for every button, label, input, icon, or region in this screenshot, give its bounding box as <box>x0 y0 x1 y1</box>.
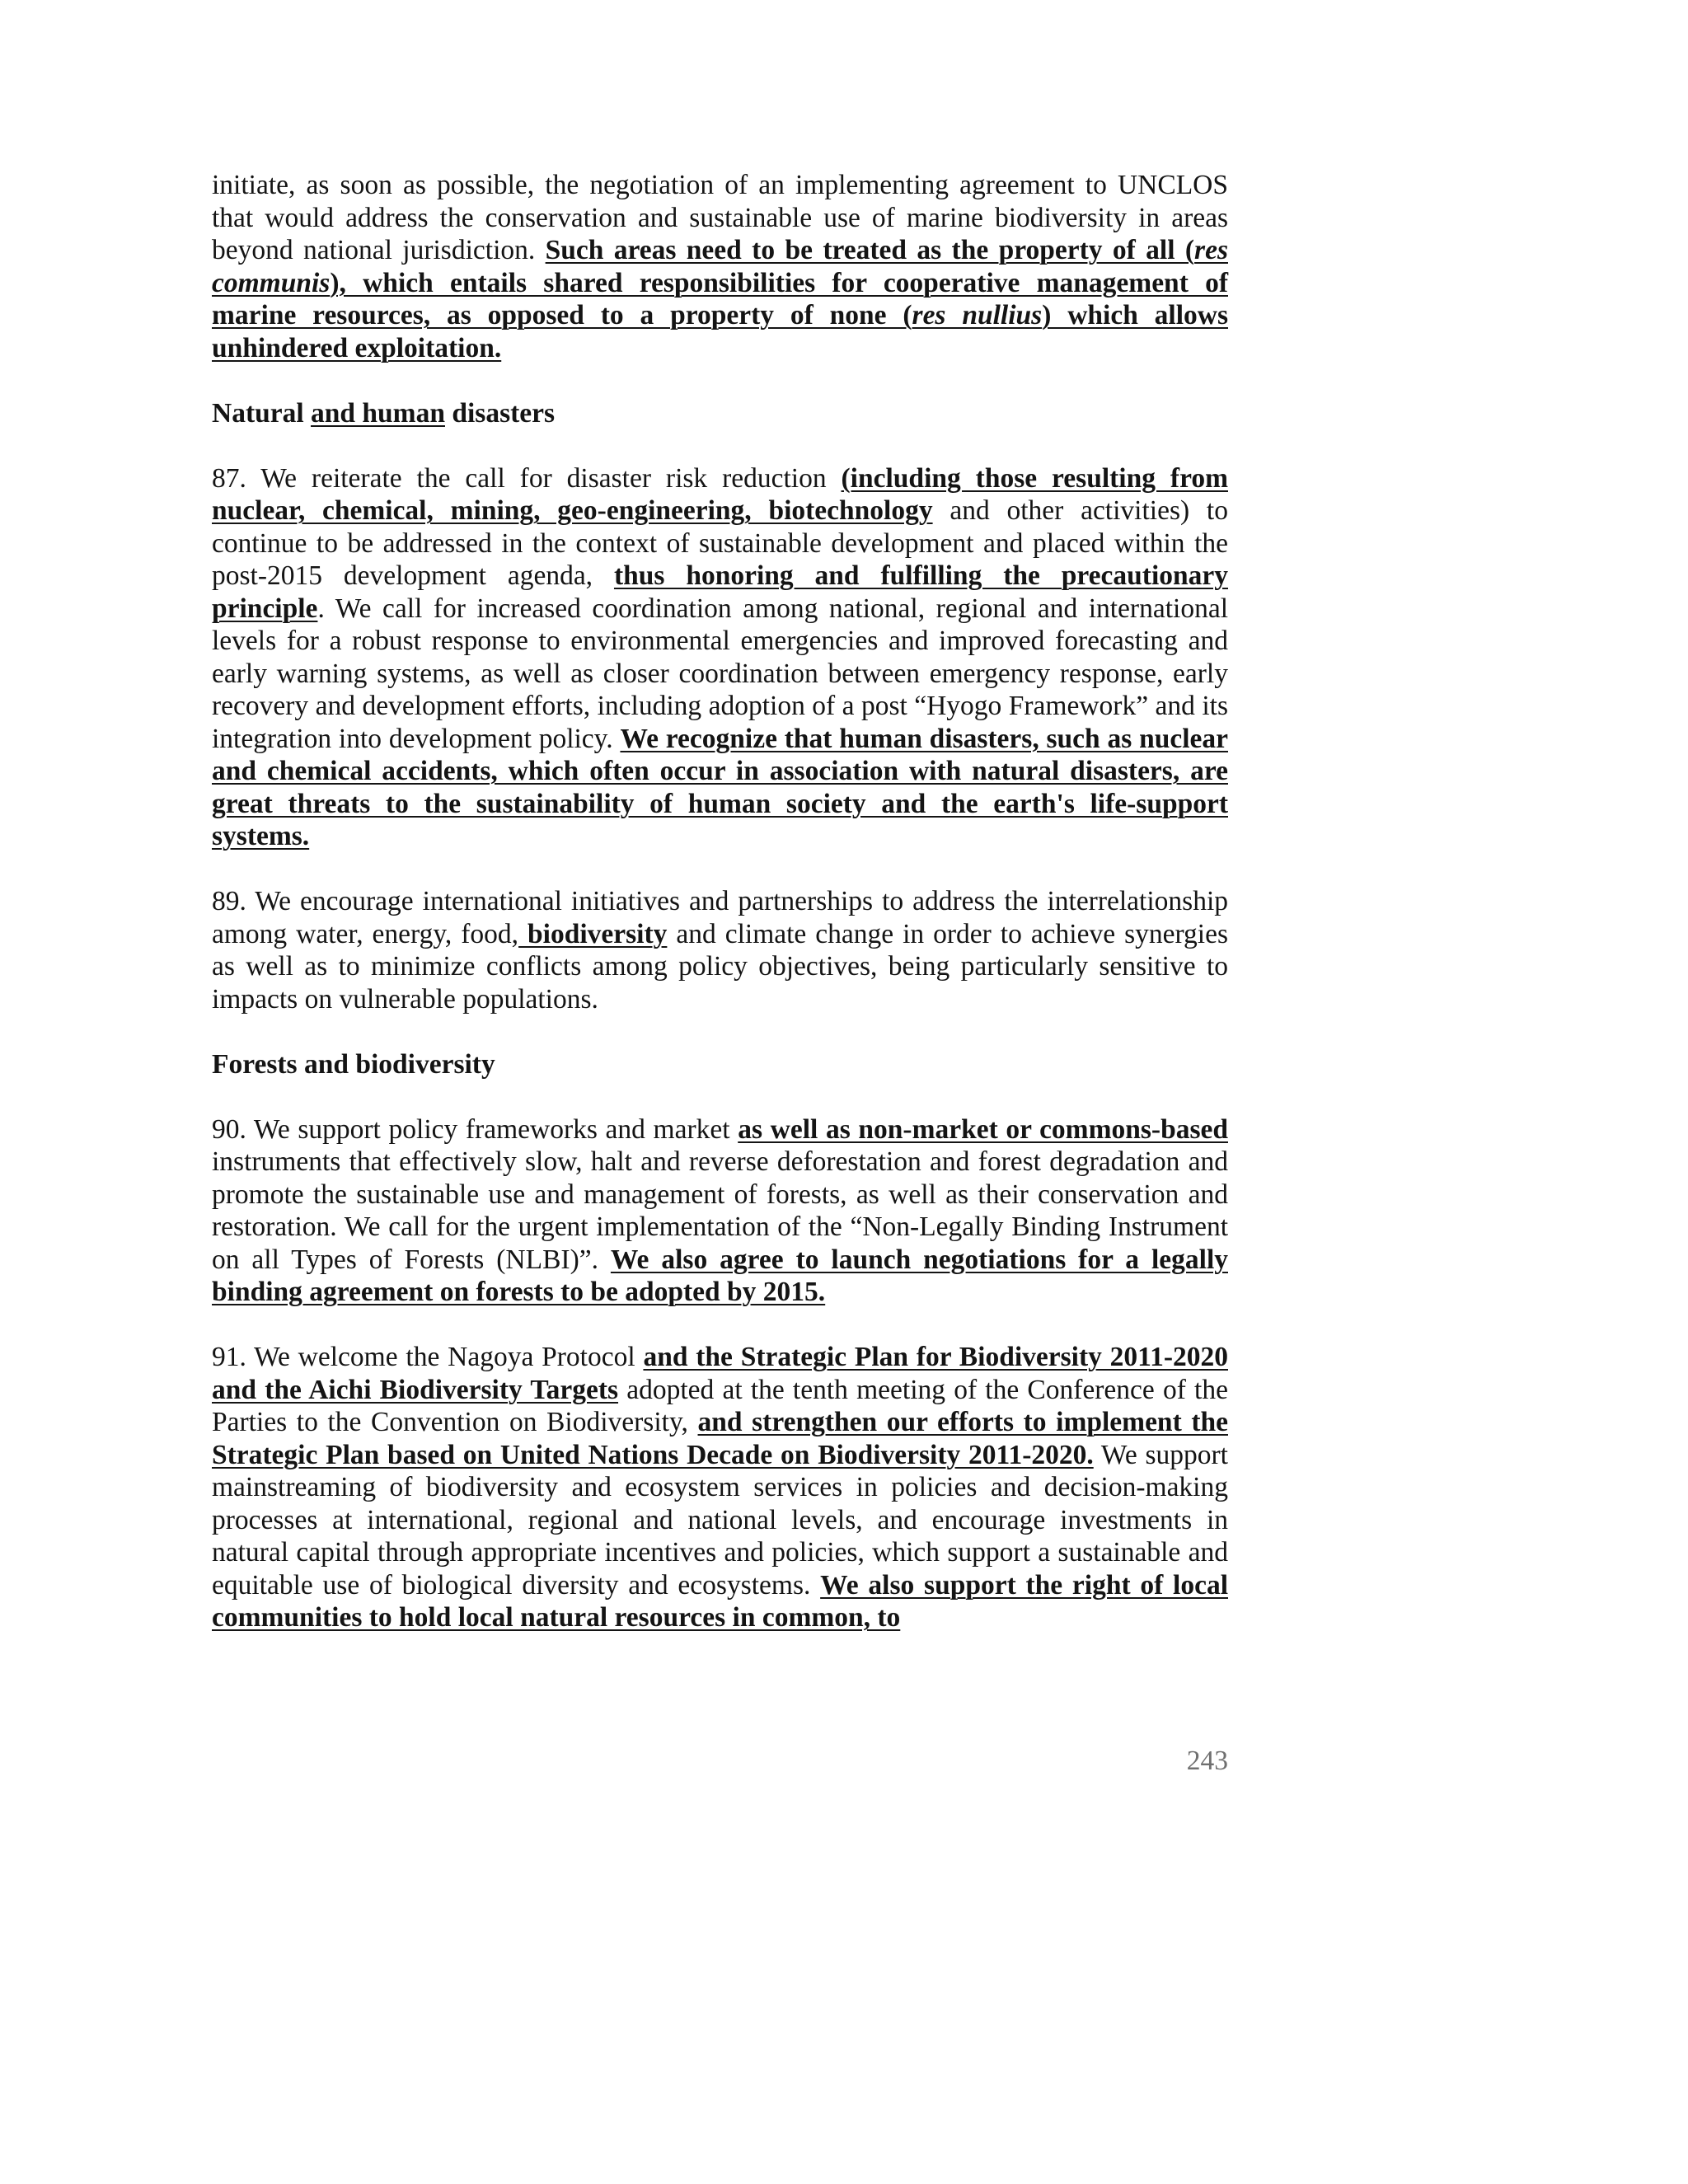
paragraph-text: adopted at the tenth meeting of the Conference of the Parties to the Convention on Biodiversity, <box>212 1374 1228 1437</box>
section-heading-disasters <box>212 397 1228 430</box>
paragraph-text: 89. We encourage international initiatives and partnerships to address the interrelationship among water, energy, food, <box>212 886 1228 949</box>
paragraph-text: initiate, as soon as possible, the negotiation of an implementing agreement to UNCLOS that would address the conservation and sustainable use of marine biodiversity in areas beyond national jurisdiction. <box>212 170 1228 265</box>
emphasized-text: We recognize that human disasters, such as nuclear and chemical accidents, which often occur in association with natural disasters, are great threats to the sustainability of human society and the earth's life-support systems. <box>212 723 1229 851</box>
paragraph-text: 90. We support policy frameworks and market <box>212 1113 738 1145</box>
italic-latin-term: res nullius <box>912 300 1043 330</box>
emphasized-text: We also support the right of local communities to hold local natural resources in common, to <box>212 1569 1229 1633</box>
emphasized-text: biodiversity <box>518 918 668 949</box>
paragraph-86-continued <box>212 169 1228 364</box>
document-body <box>212 169 1228 1666</box>
paragraph-text: instruments that effectively slow, halt and reverse deforestation and forest degradation and promote the sustainable use and management of forests, as well as their conservation and restoration. We call for the urgent implementation of the “Non-Legally Binding Instrument on all Types of Forests (NLBI)”. <box>212 1146 1228 1275</box>
paragraph-91 <box>212 1341 1228 1634</box>
paragraph-text: 87. We reiterate the call for disaster risk reduction <box>212 462 842 494</box>
heading-inserted-text: and human <box>311 397 445 429</box>
emphasized-text: thus honoring and fulfilling the precautionary principle <box>212 560 1229 624</box>
emphasized-text: and strengthen our efforts to implement the Strategic Plan based on United Nations Decade on Biodiversity 2011-2020. <box>212 1407 1228 1470</box>
paragraph-89 <box>212 885 1228 1015</box>
paragraph-text: and other activities) to continue to be addressed in the context of sustainable development and placed within the post-2015 development agenda, <box>212 495 1228 591</box>
emphasized-text: as well as non-market or commons-based <box>738 1113 1228 1145</box>
paragraph-90 <box>212 1113 1228 1309</box>
emphasized-text-part: Such areas need to be treated as the property of all ( <box>545 235 1195 265</box>
paragraph-text: We support mainstreaming of biodiversity and ecosystem services in policies and decision-making processes at international, regional and national levels, and encourage investments in natural capital through appropriate incentives and policies, which support a sustainable and equitable use of biological diversity and ecosystems. <box>212 1439 1228 1601</box>
paragraph-text: 91. We welcome the Nagoya Protocol <box>212 1342 644 1372</box>
paragraph-text: . We call for increased coordination among national, regional and international levels for a robust response to environmental emergencies and improved forecasting and early warning systems, as well as closer coordination between emergency response, early recovery and development efforts, including adoption of a post “Hyogo Framework” and its integration into development policy. <box>212 593 1228 754</box>
section-heading-forests: Forests and biodiversity <box>212 1048 495 1080</box>
heading-text: disasters <box>444 397 556 429</box>
emphasized-text-part: ) which allows unhindered exploitation. <box>212 300 1229 363</box>
emphasized-text: We also agree to launch negotiations for a legally binding agreement on forests to be adopted by 2015. <box>212 1244 1228 1307</box>
emphasized-text: and the Strategic Plan for Biodiversity 2011-2020 and the Aichi Biodiversity Targets <box>212 1342 1228 1405</box>
heading-text: Natural <box>212 397 312 429</box>
paragraph-87 <box>212 462 1228 853</box>
paragraph-text: and climate change in order to achieve synergies as well as to minimize conflicts among policy objectives, being particularly sensitive to impacts on vulnerable populations. <box>212 918 1228 1015</box>
italic-latin-term: res communis <box>212 235 1228 298</box>
emphasized-text-part: ), which entails shared responsibilities for cooperative management of marine resources, as opposed to a property of none ( <box>212 267 1228 330</box>
emphasized-text: (including those resulting from nuclear, chemical, mining, geo-engineering, biotechnology <box>212 462 1228 526</box>
page-number: 243 <box>1186 1746 1228 1776</box>
